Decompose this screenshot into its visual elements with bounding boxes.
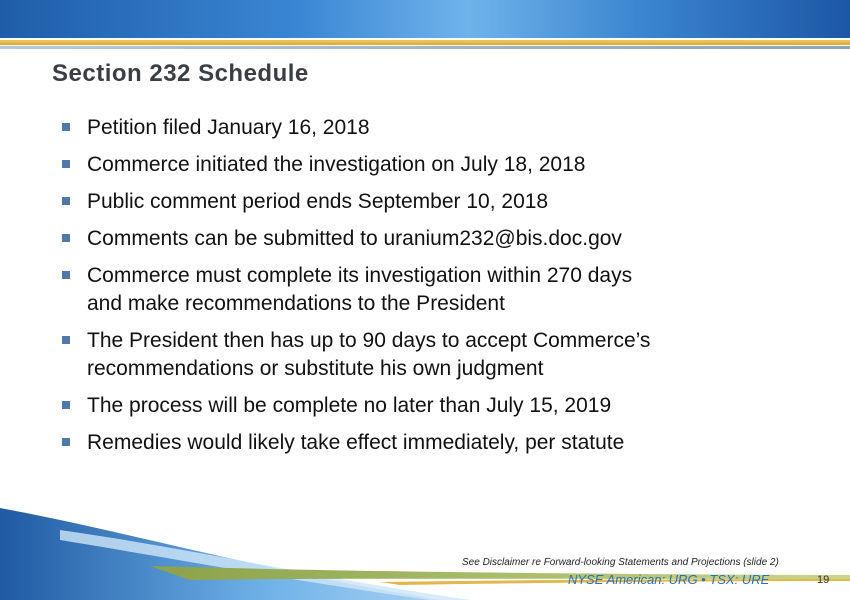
bullet-square-icon [62, 438, 70, 446]
page-number: 19 [817, 574, 830, 586]
bullet-square-icon [62, 401, 70, 409]
bullet-list [60, 114, 800, 466]
bullet-square-icon [62, 123, 70, 131]
bullet-item [60, 188, 800, 216]
bullet-text: Remedies would likely take effect immediately, per statute [87, 431, 625, 454]
gray-divider [0, 46, 850, 49]
bullet-text: Comments can be submitted to uranium232@bis.doc.gov [87, 227, 622, 250]
bullet-text: The President then has up to 90 days to accept Commerce’s [87, 329, 651, 352]
bullet-item [60, 262, 800, 318]
disclaimer-text: See Disclaimer re Forward-looking Statements and Projections (slide 2) [462, 557, 779, 568]
gold-divider [0, 40, 850, 45]
bullet-text: Commerce initiated the investigation on July 18, 2018 [87, 153, 586, 176]
bullet-square-icon [62, 160, 70, 168]
slide-title: Section 232 Schedule [52, 60, 309, 87]
bullet-item [60, 151, 800, 179]
bullet-square-icon [62, 271, 70, 279]
bullet-square-icon [62, 234, 70, 242]
bullet-text-continued: recommendations or substitute his own judgment [87, 357, 544, 380]
top-banner [0, 0, 850, 38]
bullet-item [60, 392, 800, 420]
bullet-item [60, 327, 800, 383]
bullet-square-icon [62, 336, 70, 344]
bullet-item [60, 114, 800, 142]
bullet-item [60, 429, 800, 457]
bullet-text: Commerce must complete its investigation within 270 days [87, 264, 633, 287]
bullet-square-icon [62, 197, 70, 205]
ticker-symbols: NYSE American: URG • TSX: URE [568, 572, 770, 587]
bullet-text: The process will be complete no later than July 15, 2019 [87, 394, 612, 417]
bullet-text-continued: and make recommendations to the President [87, 292, 505, 315]
bullet-item [60, 225, 800, 253]
bullet-text: Public comment period ends September 10, 2018 [87, 190, 549, 213]
bullet-text: Petition filed January 16, 2018 [87, 116, 370, 139]
